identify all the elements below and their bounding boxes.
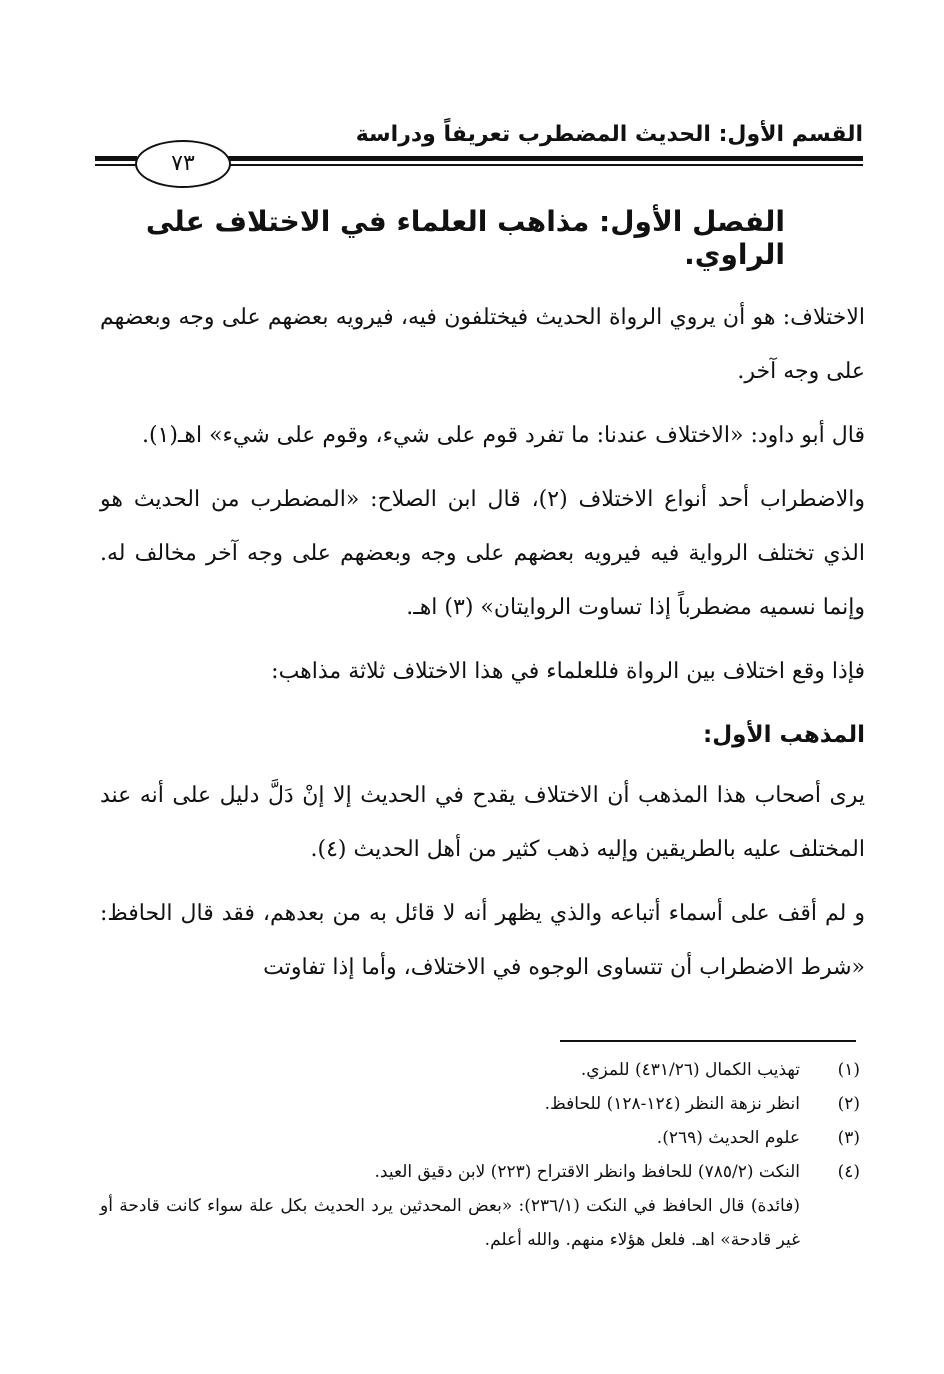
header-rule <box>225 156 863 161</box>
footnote <box>100 1087 860 1121</box>
footnotes <box>100 1053 860 1257</box>
footnote <box>100 1053 860 1087</box>
footnote <box>100 1121 860 1155</box>
paragraph: و لم أقف على أسماء أتباعه والذي يظهر أنه لا قائل به من بعدهم، فقد قال الحافظ: «شرط الاضطراب أن تتساوى الوجوه في الاختلاف، وأما إذا تفاوتت <box>100 901 865 980</box>
header-rule-thin <box>225 164 863 166</box>
paragraph: الاختلاف: هو أن يروي الرواة الحديث فيختلفون فيه، فيرويه بعضهم على وجه وبعضهم على وجه آخر. <box>100 305 865 384</box>
page-number: ٧٣ <box>135 140 231 188</box>
footnote-text: انظر نزهة النظر (١٢٤-١٢٨) للحافظ. <box>544 1094 800 1114</box>
running-title: القسم الأول: الحديث المضطرب تعريفاً ودراسة <box>355 122 863 147</box>
footnote-number: (٢) <box>837 1094 860 1114</box>
page-body <box>100 205 865 1005</box>
footnote <box>100 1155 860 1189</box>
header-rule-left-thin <box>95 164 137 166</box>
section-heading: المذهب الأول: <box>703 722 865 748</box>
paragraph: والاضطراب أحد أنواع الاختلاف (٢)، قال ابن الصلاح: «المضطرب من الحديث هو الذي تختلف الرواية فيه فيرويه بعضهم على وجه وبعضهم على وجه آخر مخالف له. وإنما نسميه مضطرباً إذا تساوت الروايتان» (٣) اهـ. <box>100 487 865 620</box>
footnote-separator <box>560 1040 856 1042</box>
footnote-number: (٤) <box>837 1162 860 1182</box>
chapter-title: الفصل الأول: مذاهب العلماء في الاختلاف على الراوي. <box>145 205 785 271</box>
footnote-number: (٣) <box>837 1128 860 1148</box>
footnote-number: (١) <box>837 1060 860 1080</box>
paragraph: يرى أصحاب هذا المذهب أن الاختلاف يقدح في الحديث إلا إنْ دَلَّ دليل على أنه عند المختلف عليه بالطريقين وإليه ذهب كثير من أهل الحديث (٤). <box>100 783 865 862</box>
header-rule-left <box>95 156 137 161</box>
footnote-text: تهذيب الكمال (٤٣١/٢٦) للمزي. <box>580 1060 800 1080</box>
footnote-text: علوم الحديث (٢٦٩). <box>656 1128 800 1148</box>
page-header <box>95 118 863 188</box>
footnote-note: (فائدة) قال الحافظ في النكت (٢٣٦/١): «بعض المحدثين يرد الحديث بكل علة سواء كانت قادحة أو غير قادحة» اهـ. فلعل هؤلاء منهم. والله أعلم. <box>100 1196 800 1250</box>
paragraph: فإذا وقع اختلاف بين الرواة فللعلماء في هذا الاختلاف ثلاثة مذاهب: <box>271 659 865 684</box>
paragraph: قال أبو داود: «الاختلاف عندنا: ما تفرد قوم على شيء، وقوم على شيء» اهـ(١). <box>141 423 865 448</box>
footnote-text: النكت (٧٨٥/٢) للحافظ وانظر الاقتراح (٢٢٣) لابن دقيق العيد. <box>374 1162 800 1182</box>
